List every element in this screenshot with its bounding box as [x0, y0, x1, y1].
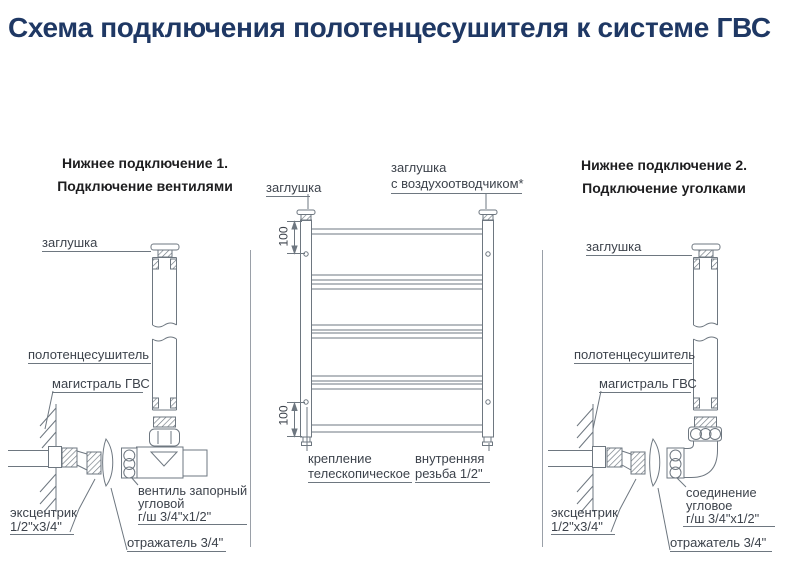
left-valve-assembly [122, 417, 208, 478]
right-cap-label: заглушка [586, 240, 692, 256]
right-union-label [683, 486, 775, 527]
center-thread-label [415, 451, 490, 483]
left-cap-label: заглушка [42, 236, 151, 252]
left-supply-fittings [8, 439, 113, 486]
right-wall [577, 404, 593, 512]
left-cap-plug [151, 244, 179, 257]
center-bracket-line2: телескопическое [308, 466, 411, 481]
right-section-title-line1: Нижнее подключение 2. [580, 157, 748, 173]
left-hws-main-label: магистраль ГВС [52, 376, 150, 391]
right-hws-main-label: магистраль ГВС [599, 376, 697, 391]
rail-cap-right [479, 210, 497, 221]
elbow-union-nut-left [667, 448, 684, 478]
right-eccentric-line1: эксцентрик [551, 505, 618, 520]
left-section-title-line1: Нижнее подключение 1. [61, 155, 229, 171]
elbow-union-nut-top [689, 427, 722, 441]
center-bracket-label [308, 451, 412, 483]
left-eccentric-label [10, 505, 77, 535]
right-union-line3: г/ш 3/4"x1/2" [686, 511, 760, 526]
right-union-line2: угловое [686, 498, 733, 513]
right-elbow-assembly [667, 417, 722, 478]
dimension-100-top: 100 [276, 226, 291, 247]
left-eccentric-line1: эксцентрик [10, 505, 77, 520]
dimension-100-bottom: 100 [276, 405, 291, 426]
left-valve-line1: вентиль запорный [138, 483, 248, 498]
right-reflector-label: отражатель 3/4" [670, 536, 772, 552]
left-eccentric-line2: 1/2"x3/4" [10, 518, 62, 534]
left-reflector-label: отражатель 3/4" [127, 536, 226, 552]
center-cap-left-label: заглушка [266, 180, 322, 195]
center-thread-line1: внутренняя [415, 451, 485, 466]
left-section-title-line2: Подключение вентилями [57, 178, 233, 194]
center-thread-line2: резьба 1/2" [415, 466, 483, 481]
rail-cap-left [297, 210, 315, 221]
left-valve-label [138, 484, 247, 525]
right-union-line1: соединение [686, 485, 757, 500]
right-section-title-line2: Подключение уголками [582, 180, 746, 196]
right-cap-plug [692, 244, 720, 257]
right-eccentric-label [551, 505, 618, 535]
center-cap-air-line1: заглушка [391, 160, 447, 175]
left-towel-rail-label: полотенцесушитель [28, 347, 150, 362]
center-cap-air-vent-label [391, 160, 522, 194]
right-supply-fittings [548, 439, 660, 486]
right-eccentric-line2: 1/2"x3/4" [551, 518, 603, 534]
left-riser-pipe [151, 244, 179, 410]
valve-union-nut [122, 448, 138, 478]
section-divider-lines [251, 250, 543, 547]
center-cap-air-line2: с воздухоотводчиком* [391, 176, 524, 191]
towel-rail-drawing [297, 210, 497, 446]
left-valve-line2: угловой [138, 496, 185, 511]
center-bracket-line1: крепление [308, 451, 372, 466]
valve-handle [150, 429, 180, 446]
right-towel-rail-label: полотенцесушитель [574, 347, 696, 362]
page-title: Схема подключения полотенцесушителя к системе ГВС [8, 12, 771, 43]
left-valve-line3: г/ш 3/4"x1/2" [138, 509, 212, 524]
